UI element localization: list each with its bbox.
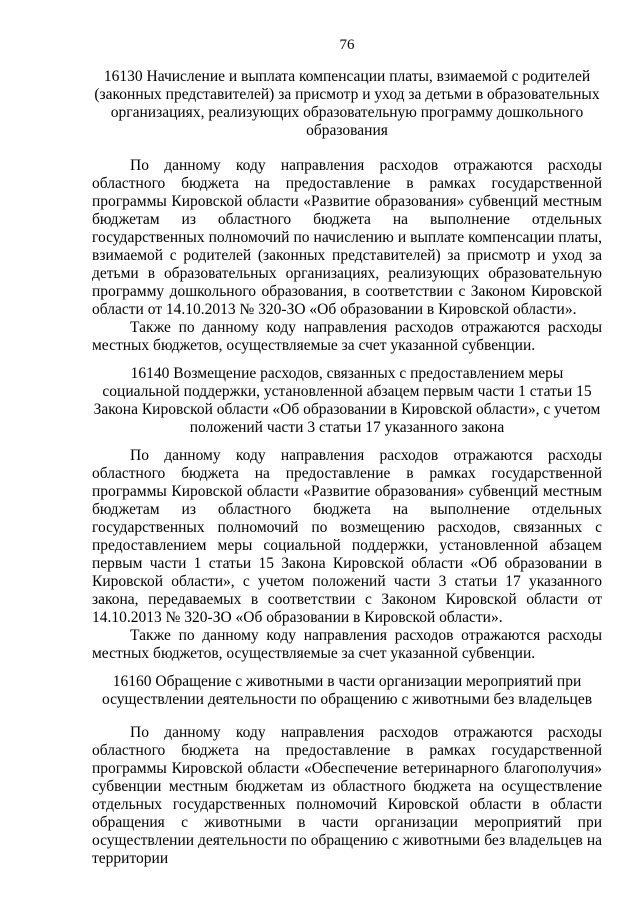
section-title: 16140 Возмещение расходов, связанных с предоставлением меры социальной поддержки, установленной абзацем первым части 1 статьи 15 Закона Кировской области «Об образовании в Кировской области», с учетом положений части 3 статьи 17 указанного закона bbox=[93, 365, 601, 436]
section-16130 bbox=[92, 68, 602, 140]
paragraph: По данному коду направления расходов отражаются расходы областного бюджета на предоставление в рамках государственной программы Кировской области «Развитие образования» субвенций местным бюджетам из областного бюджета на выполнение отдельных государственных полномочий по возмещению расходов, связанных с предоставлением меры социальной поддержки, установленной абзацем первым части 1 статьи 15 Закона Кировской области «Об образовании в Кировской области», с учетом положений части 3 статьи 17 указанного закона, передаваемых в соответствии с Законом Кировской области от 14.10.2013 № 320-ЗО «Об образовании в Кировской области». bbox=[92, 447, 602, 626]
section-16130-body bbox=[92, 157, 602, 355]
section-16140-body bbox=[92, 447, 602, 663]
paragraph: По данному коду направления расходов отражаются расходы областного бюджета на предоставление в рамках государственной программы Кировской области «Развитие образования» субвенций местным бюджетам из областного бюджета на выполнение отдельных государственных полномочий по начислению и выплате компенсации платы, взимаемой с родителей (законных представителей) за присмотр и уход за детьми в образовательных организациях, реализующих образовательную программу дошкольного образования, в соответствии с Законом Кировской области от 14.10.2013 № 320-ЗО «Об образовании в Кировской области». bbox=[92, 157, 602, 318]
paragraph: Также по данному коду направления расходов отражаются расходы местных бюджетов, осуществляемые за счет указанной субвенции. bbox=[92, 627, 602, 662]
page-number: 76 bbox=[339, 37, 355, 53]
section-16140 bbox=[92, 365, 602, 437]
paragraph: Также по данному коду направления расходов отражаются расходы местных бюджетов, осуществляемые за счет указанной субвенции. bbox=[92, 319, 602, 354]
paragraph: По данному коду направления расходов отражаются расходы областного бюджета на предоставление в рамках государственной программы Кировской области «Обеспечение ветеринарного благополучия» субвенции местным бюджетам из областного бюджета на осуществление отдельных государственных полномочий Кировской области в области обращения с животными в части организации мероприятий при осуществлении деятельности по обращению с животными без владельцев на территории bbox=[92, 724, 602, 867]
section-16160-body bbox=[92, 724, 602, 868]
section-title: 16160 Обращение с животными в части организации мероприятий при осуществлении деятельности по обращению с животными без владельцев bbox=[101, 673, 593, 708]
section-title: 16130 Начисление и выплата компенсации платы, взимаемой с родителей (законных представителей) за присмотр и уход за детьми в образовательных организациях, реализующих образовательную программу дошкольного образования bbox=[94, 68, 600, 139]
section-16160 bbox=[92, 673, 602, 709]
